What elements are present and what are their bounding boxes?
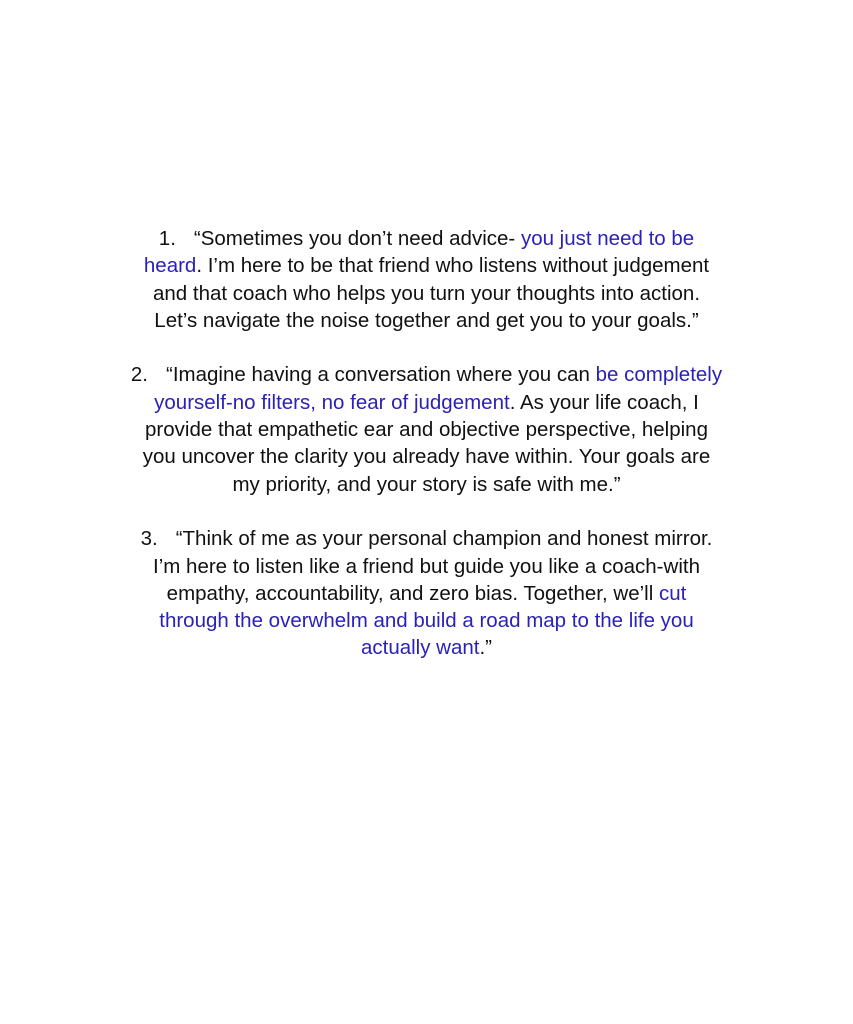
quote-text: “Think of me as your personal champion and honest mirror. I’m here to listen like a friend but guide you like a coach-with empathy, accountability, and zero bias. Together, we’ll [153,527,713,605]
quote-text: . I’m here to be that friend who listens without judgement and that coach who helps you turn your thoughts into action. Let’s navigate the noise together and get you to your goals.” [152,254,710,332]
quote-highlight: you just need to be heard [143,227,695,278]
quote-number: 3. [140,527,158,551]
quote-number: 1. [158,227,176,250]
quote-number: 2. [130,363,148,387]
quote-text: “Sometimes you don’t need advice- [193,227,521,250]
quote-item-3 [130,525,723,661]
quote-highlight: be completely yourself-no filters, no fear of judgement [154,363,723,414]
quote-text: “Imagine having a conversation where you can [166,363,596,387]
quote-highlight: cut through the overwhelm and build a road map to the life you actually want [159,581,694,660]
quote-item-1 [130,225,723,334]
quote-item-2 [130,361,723,497]
quote-text: . As your life coach, I provide that empathetic ear and objective perspective, helping you uncover the clarity you already have within. Your goals are my priority, and your story is safe with me.” [142,390,711,496]
quote-text: .” [479,636,493,660]
quote-list [130,225,723,689]
